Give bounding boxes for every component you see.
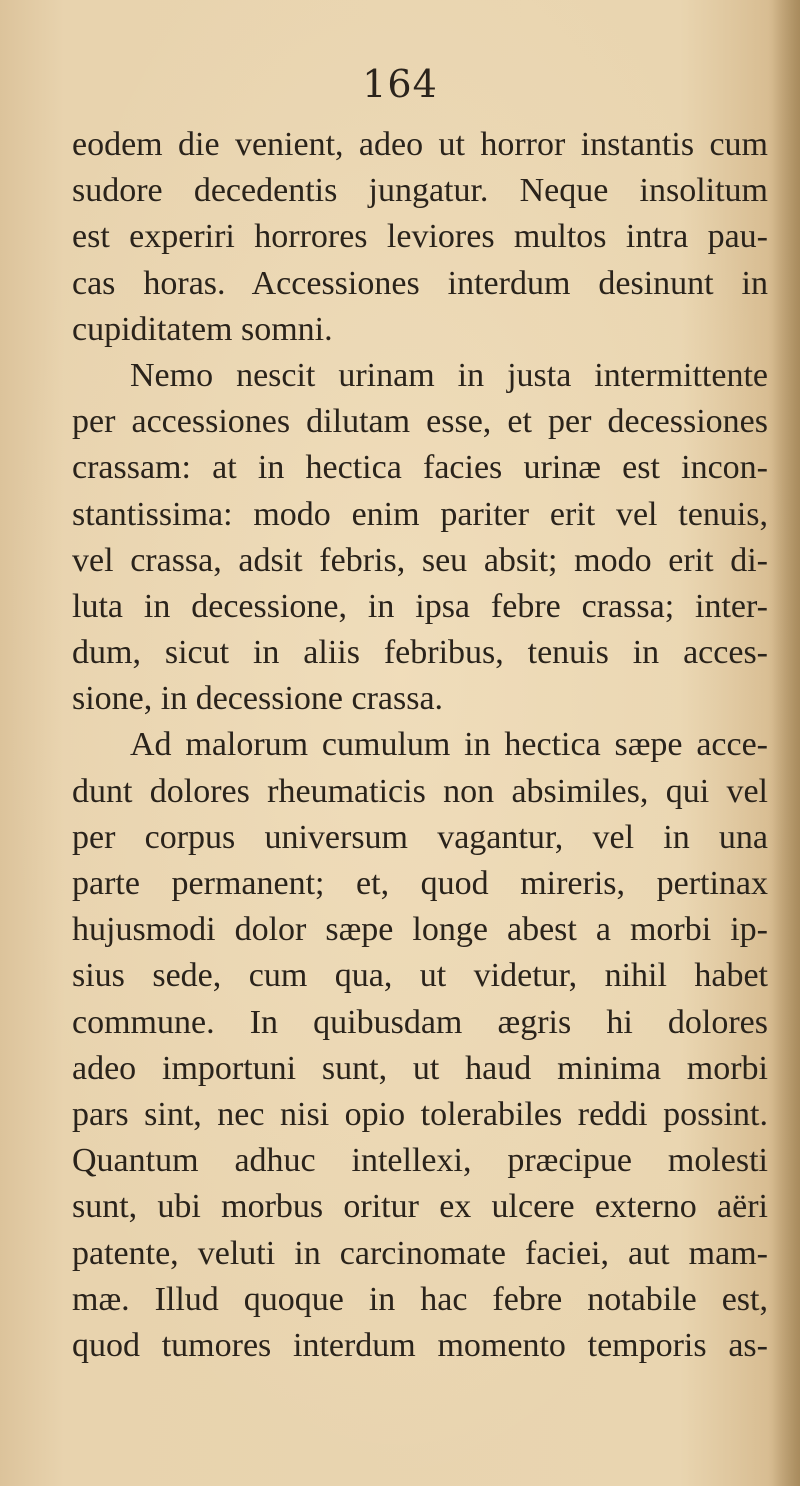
text-line: Quantum adhuc intellexi, præcipue molesti [72,1142,768,1180]
body-text [72,122,768,1369]
text-line: cas horas. Accessiones interdum desinunt in [72,264,768,302]
text-line: dum, sicut in aliis febribus, tenuis in acces- [72,634,768,672]
text-line: Nemo nescit urinam in justa intermittente [130,356,768,394]
text-line: luta in decessione, in ipsa febre crassa; inter- [72,587,768,625]
text-line: stantissima: modo enim pariter erit vel tenuis, [72,495,768,533]
text-line: commune. In quibusdam ægris hi dolores [72,1003,768,1041]
text-line: quod tumores interdum momento temporis as- [72,1326,768,1364]
text-line: adeo importuni sunt, ut haud minima morbi [72,1049,768,1087]
text-line: sunt, ubi morbus oritur ex ulcere externo aëri [72,1188,768,1226]
text-line: sius sede, cum qua, ut videtur, nihil habet [72,957,768,995]
text-line: pars sint, nec nisi opio tolerabiles reddi possint. [72,1095,768,1133]
text-line: Ad malorum cumulum in hectica sæpe acce- [130,726,768,764]
text-line: hujusmodi dolor sæpe longe abest a morbi ip- [72,911,768,949]
text-line: sudore decedentis jungatur. Neque insolitum [72,172,768,210]
text-line: cupiditatem somni. [72,310,333,348]
text-line: per corpus universum vagantur, vel in una [72,818,768,856]
text-line: est experiri horrores leviores multos intra pau- [72,218,768,256]
page-number: 164 [362,62,438,106]
text-line: vel crassa, adsit febris, seu absit; modo erit di- [72,541,768,579]
text-line: per accessiones dilutam esse, et per decessiones [72,403,768,441]
text-line: patente, veluti in carcinomate faciei, aut mam- [72,1234,768,1272]
text-line: crassam: at in hectica facies urinæ est incon- [72,449,768,487]
text-line: eodem die venient, adeo ut horror instantis cum [72,126,768,163]
page-edge-shadow [772,0,800,1486]
text-line: sione, in decessione crassa. [72,680,444,718]
text-line: parte permanent; et, quod mireris, pertinax [72,865,768,902]
text-line: dunt dolores rheumaticis non absimiles, qui vel [72,772,768,810]
text-line: mæ. Illud quoque in hac febre notabile est, [72,1280,768,1318]
